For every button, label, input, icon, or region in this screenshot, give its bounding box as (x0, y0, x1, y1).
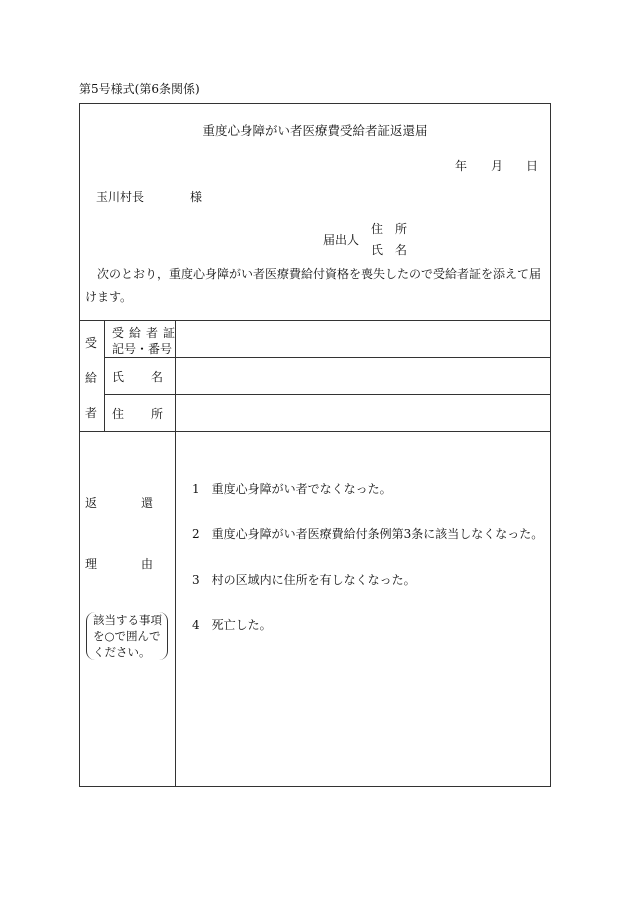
reason-item-number: 1 (192, 482, 200, 496)
recipient-header-divider (104, 320, 105, 431)
reason-item-number: 4 (192, 618, 200, 632)
recipient-header-char-2: 給 (85, 371, 98, 385)
cert-number-label-line1: 受給者証 (112, 326, 181, 340)
reason-label-line1: 返 還 (85, 496, 156, 510)
instruction-note (86, 612, 168, 660)
recipient-address-label: 住 所 (112, 407, 165, 421)
reason-item-number: 2 (192, 527, 200, 541)
addressee: 玉川村長 (96, 190, 145, 204)
instruction-note-text: 該当する事項を○で囲んでください。 (93, 613, 162, 659)
recipient-bottom-rule (79, 431, 551, 432)
recipient-name-field[interactable] (176, 358, 550, 394)
reason-item[interactable] (192, 525, 543, 542)
declaration-text: 次のとおり，重度心身障がい者医療費給付資格を喪失したので受給者証を添えて届けます。 (85, 267, 542, 304)
recipient-header-char-3: 者 (85, 406, 98, 420)
reason-item-text: 重度心身障がい者でなくなった。 (211, 482, 392, 496)
reason-item-text: 死亡した。 (211, 618, 272, 632)
form-title: 重度心身障がい者医療費受給者証返還届 (202, 123, 428, 138)
applicant-label: 届出人 (323, 233, 360, 247)
date-day-label: 日 (526, 159, 539, 173)
applicant-name-label: 氏 名 (371, 243, 408, 257)
reason-item-text: 重度心身障がい者医療費給付条例第3条に該当しなくなった。 (211, 527, 544, 541)
date-month-label: 月 (491, 159, 504, 173)
reason-item[interactable] (192, 480, 392, 497)
recipient-address-field[interactable] (176, 395, 550, 431)
reason-item[interactable] (192, 571, 416, 588)
form-number-label: 第5号様式(第6条関係) (79, 82, 200, 96)
honorific: 様 (190, 190, 203, 204)
date-year-label: 年 (455, 159, 468, 173)
cert-number-label-line2: 記号・番号 (112, 342, 173, 356)
reason-label-line2: 理 由 (85, 557, 156, 571)
recipient-header-char-1: 受 (85, 336, 98, 350)
reason-item-text: 村の区域内に住所を有しなくなった。 (211, 573, 416, 587)
reason-item-number: 3 (192, 573, 200, 587)
form-frame (79, 103, 551, 787)
reason-item[interactable] (192, 616, 272, 633)
recipient-name-label: 氏 名 (112, 370, 165, 384)
applicant-address-label: 住 所 (371, 222, 408, 236)
cert-number-field[interactable] (176, 321, 550, 357)
